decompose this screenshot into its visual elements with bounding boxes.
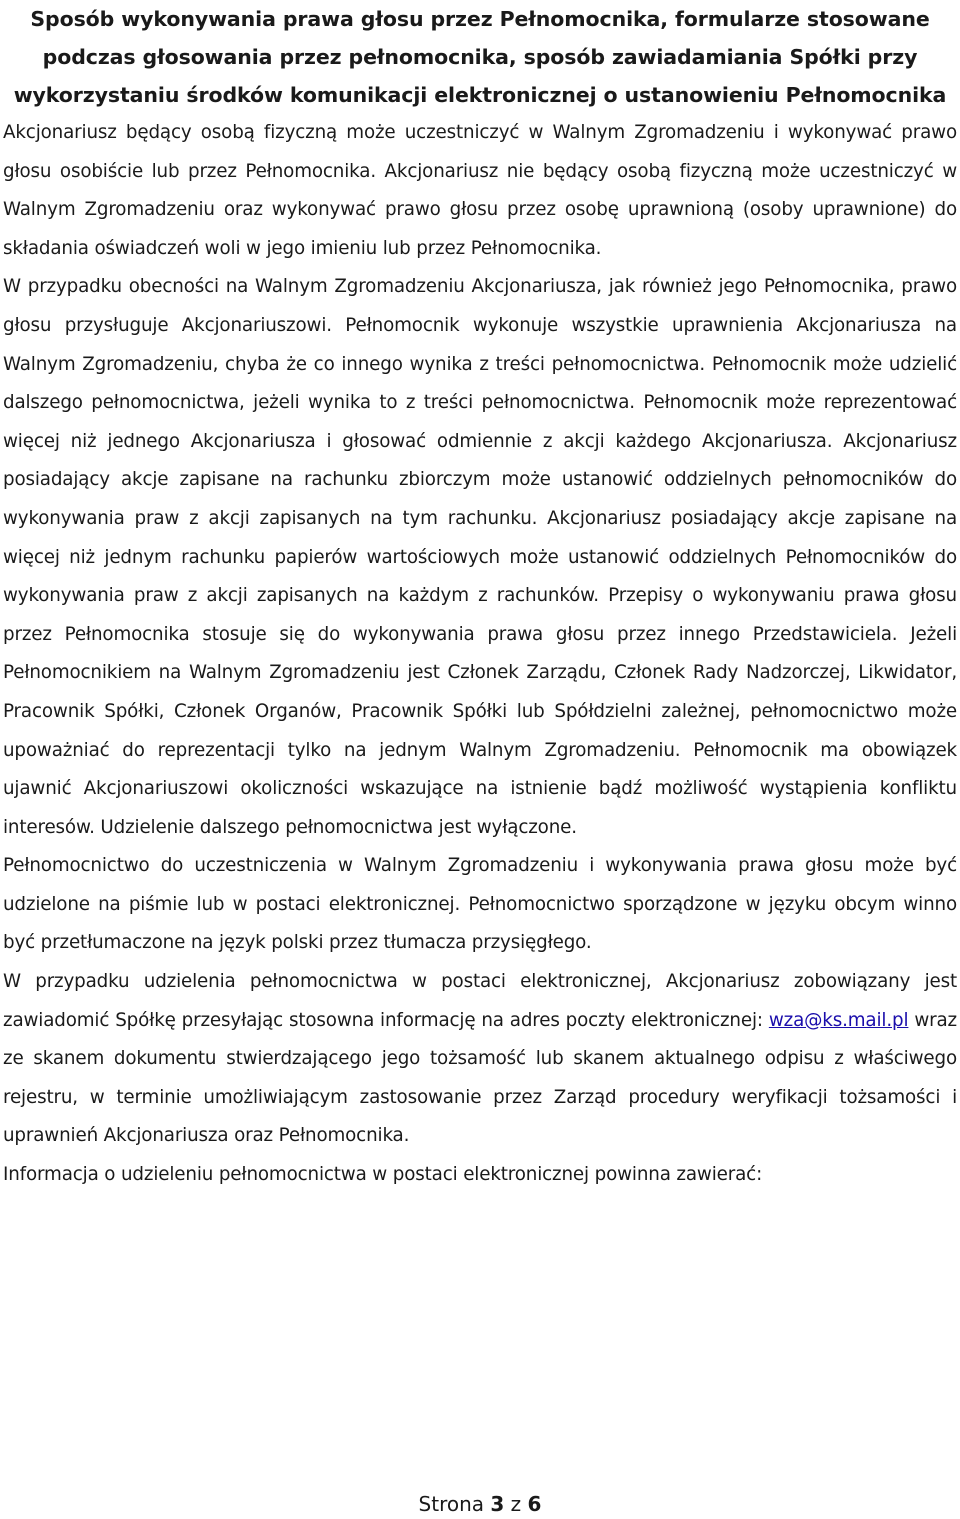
document-page <box>3 0 957 1195</box>
notification-text-after: wraz ze skanem dokumentu stwierdzającego jego tożsamość lub skanem aktualnego odpisu z właściwego rejestru, w terminie umożliwiającym zastosowanie przez Zarząd procedury weryfikacji tożsamości i uprawnień Akcjonariusza oraz Pełnomocnika. <box>3 1009 957 1147</box>
paragraph-electronic-notification <box>3 963 957 1156</box>
page-current: 3 <box>490 1492 505 1516</box>
page-total: 6 <box>527 1492 542 1516</box>
page-footer <box>0 1492 960 1516</box>
email-link[interactable]: wza@ks.mail.pl <box>768 1009 909 1031</box>
notification-text-before: W przypadku udzielenia pełnomocnictwa w postaci elektronicznej, Akcjonariusz zobowiązany jest zawiadomić Spółkę przesyłając stosowna informację na adres poczty elektronicznej: <box>3 971 957 1031</box>
paragraph-proxy-rights: W przypadku obecności na Walnym Zgromadzeniu Akcjonariusza, jak również jego Pełnomocnika, prawo głosu przysługuje Akcjonariuszowi. Pełnomocnik wykonuje wszystkie uprawnienia Akcjonariusza na Walnym Zgromadzeniu, chyba że co innego wynika z treści pełnomocnictwa. Pełnomocnik może udzielić dalszego pełnomocnictwa, jeżeli wynika to z treści pełnomocnictwa. Pełnomocnik może reprezentować więcej niż jednego Akcjonariusza i głosować odmiennie z akcji każdego Akcjonariusza. Akcjonariusz posiadający akcje zapisane na rachunku zbiorczym może ustanowić oddzielnych pełnomocników do wykonywania praw z akcji zapisanych na tym rachunku. Akcjonariusz posiadający akcje zapisane na więcej niż jednym rachunku papierów wartościowych może ustanowić oddzielnych Pełnomocników do wykonywania praw z akcji zapisanych na każdym z rachunków. Przepisy o wykonywaniu prawa głosu przez Pełnomocnika stosuje się do wykonywania prawa głosu przez innego Przedstawiciela. Jeżeli Pełnomocnikiem na Walnym Zgromadzeniu jest Członek Zarządu, Członek Rady Nadzorczej, Likwidator, Pracownik Spółki, Członek Organów, Pracownik Spółki lub Spółdzielni zależnej, pełnomocnictwo może upoważniać do reprezentacji tylko na jednym Walnym Zgromadzeniu. Pełnomocnik ma obowiązek ujawnić Akcjonariuszowi okoliczności wskazujące na istnienie bądź możliwość wystąpienia konfliktu interesów. Udzielenie dalszego pełnomocnictwa jest wyłączone. <box>3 276 957 838</box>
page-label: Strona <box>418 1492 485 1516</box>
paragraph-shareholder-participation: Akcjonariusz będący osobą fizyczną może uczestniczyć w Walnym Zgromadzeniu i wykonywać prawo głosu osobiście lub przez Pełnomocnika. Akcjonariusz nie będący osobą fizyczną może uczestniczyć w Walnym Zgromadzeniu oraz wykonywać prawo głosu przez osobę uprawnioną (osoby uprawnione) do składania oświadczeń woli w jego imieniu lub przez Pełnomocnika. <box>3 122 957 259</box>
page-separator: z <box>510 1492 522 1516</box>
section-heading: Sposób wykonywania prawa głosu przez Pełnomocnika, formularze stosowane podczas głosowania przez pełnomocnika, sposób zawiadamiania Spółki przy wykorzystaniu środków komunikacji elektronicznej o ustanowieniu Pełnomocnika <box>13 7 947 107</box>
paragraph-proxy-form: Pełnomocnictwo do uczestniczenia w Walnym Zgromadzeniu i wykonywania prawa głosu może być udzielone na piśmie lub w postaci elektronicznej. Pełnomocnictwo sporządzone w języku obcym winno być przetłumaczone na język polski przez tłumacza przysięgłego. <box>3 855 957 954</box>
paragraph-info-requirements: Informacja o udzieleniu pełnomocnictwa w postaci elektronicznej powinna zawierać: <box>3 1164 763 1186</box>
